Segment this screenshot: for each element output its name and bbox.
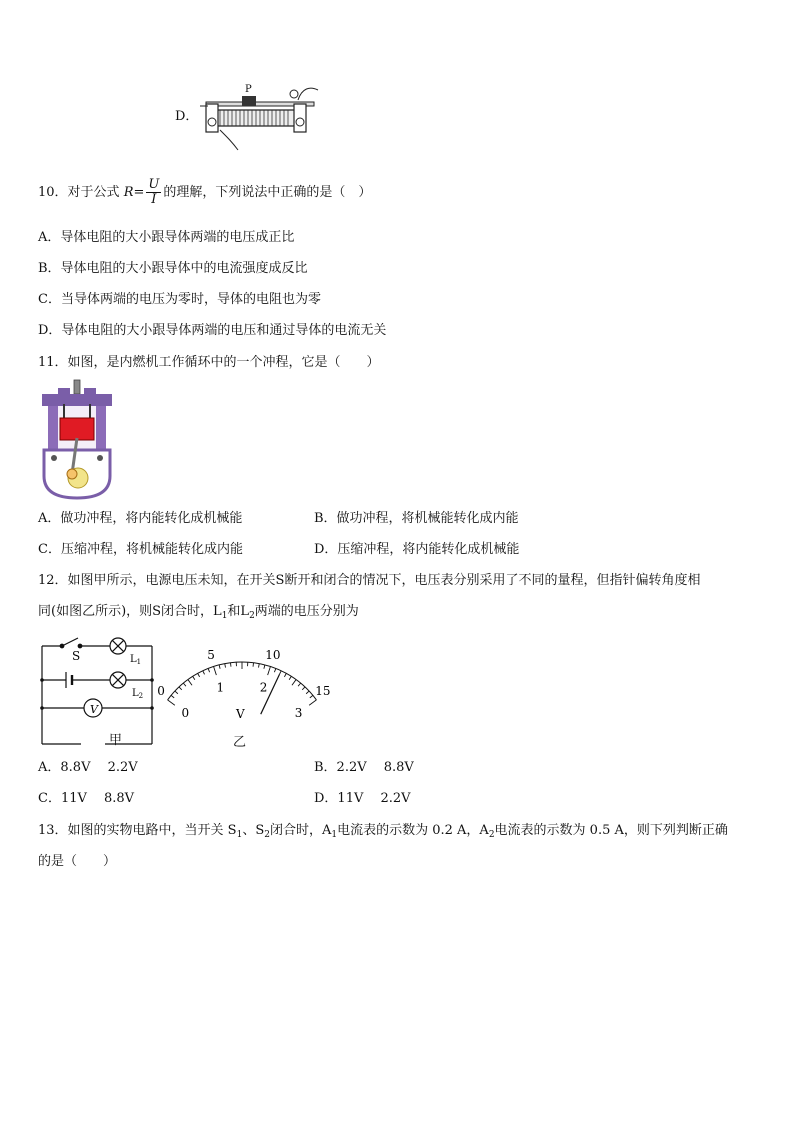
- dial-tick: [258, 664, 259, 668]
- meter-caption: 乙: [233, 735, 247, 750]
- q11-option-b[interactable]: B．做功冲程，将机械能转化成内能: [314, 511, 519, 526]
- q9-option-d-label: D．: [175, 109, 199, 124]
- dial-tick: [253, 663, 254, 667]
- dial-upper-tick-label: 0: [157, 684, 165, 699]
- q10-stem-suffix: 的理解，下列说法中正确的是（ ）: [163, 185, 372, 200]
- dial-tick: [302, 687, 305, 690]
- dial-upper-tick-label: 5: [207, 647, 215, 662]
- circuit-diagram: [38, 636, 160, 748]
- dial-tick: [168, 700, 175, 705]
- lamp1-label: $L_1$: [130, 654, 142, 666]
- q12-sub-2: 2: [249, 611, 255, 621]
- lamp2-label: $L_2$: [132, 688, 144, 700]
- formula-denominator: I: [151, 192, 157, 207]
- q10-option-a[interactable]: A．导体电阻的大小跟导体两端的电压成正比: [38, 230, 295, 245]
- dial-tick: [198, 673, 200, 677]
- q12-stem-line2: [38, 603, 359, 625]
- q12-option-d[interactable]: D．11V 2.2V: [314, 791, 411, 806]
- dial-tick: [279, 671, 281, 675]
- q13-stem-line1: [38, 822, 728, 844]
- q13-stem-line2: 的是（ ）: [38, 854, 117, 869]
- q12-option-a[interactable]: A．8.8V 2.2V: [38, 760, 138, 775]
- circuit-caption: 甲: [109, 733, 123, 748]
- dial-tick: [203, 671, 205, 675]
- dial-tick: [175, 691, 178, 694]
- q12-stem-part-a: 同(如图乙所示)，则S闭合时，L: [38, 604, 222, 619]
- dial-tick: [309, 700, 316, 705]
- q12-option-c[interactable]: C．11V 8.8V: [38, 791, 135, 806]
- rheostat-figure: [198, 80, 328, 152]
- dial-tick: [274, 668, 275, 672]
- switch-label: S: [72, 649, 81, 663]
- dial-lower-tick-label: 2: [259, 680, 268, 695]
- formula-numerator: U: [148, 177, 160, 192]
- q13-sub-a1: 1: [331, 830, 338, 840]
- dial-tick: [298, 683, 301, 686]
- rheostat-slider-label: P: [245, 84, 252, 95]
- q12-sub-1: 1: [221, 611, 228, 621]
- engine-figure: [38, 378, 118, 500]
- q10-stem: [38, 178, 371, 207]
- dial-lower-tick-label: 3: [294, 705, 303, 720]
- q13-sub-a2: 2: [488, 830, 495, 840]
- voltmeter-symbol: V: [90, 703, 98, 716]
- voltmeter-dial: [157, 636, 331, 736]
- q13-part-c: 闭合时，A: [269, 823, 332, 838]
- q11-stem: 11．如图，是内燃机工作循环中的一个冲程，它是（ ）: [38, 355, 380, 370]
- dial-tick: [306, 691, 309, 694]
- dial-tick: [208, 668, 209, 672]
- dial-tick: [171, 695, 174, 698]
- q13-sub-s2: 2: [264, 830, 270, 840]
- dial-tick: [225, 664, 226, 668]
- dial-lower-tick-label: 0: [181, 705, 190, 720]
- dial-tick: [230, 663, 231, 667]
- q10-stem-prefix: 10．对于公式: [38, 185, 120, 200]
- dial-lower-tick-label: 1: [216, 680, 225, 695]
- formula-lhs: R=: [123, 185, 145, 200]
- dial-tick: [284, 673, 286, 677]
- q11-option-c[interactable]: C．压缩冲程，将机械能转化成内能: [38, 542, 243, 557]
- q12-stem-part-b: 和L: [227, 604, 250, 619]
- q10-option-c[interactable]: C．当导体两端的电压为零时，导体的电阻也为零: [38, 292, 321, 307]
- formula-fraction: [146, 178, 161, 207]
- dial-upper-tick-label: 15: [315, 684, 331, 699]
- q12-stem-part-c: 两端的电压分别为: [254, 604, 359, 619]
- dial-tick: [268, 667, 271, 676]
- q10-option-d[interactable]: D．导体电阻的大小跟导体两端的电压和通过导体的电流无关: [38, 323, 387, 338]
- dial-tick: [179, 687, 182, 690]
- dial-unit: V: [236, 707, 245, 721]
- q13-sub-s1: 1: [236, 830, 243, 840]
- q13-part-d: 电流表的示数为 0.2 A，A: [337, 823, 489, 838]
- dial-tick: [183, 683, 186, 686]
- dial-tick: [292, 680, 296, 686]
- q13-part-e: 电流表的示数为 0.5 A，则下列判断正确: [494, 823, 728, 838]
- dial-tick: [193, 676, 195, 679]
- q13-part-a: 13．如图的实物电路中，当开关 S: [38, 823, 237, 838]
- dial-upper-tick-label: 10: [265, 647, 281, 662]
- q11-option-a[interactable]: A．做功冲程，将内能转化成机械能: [38, 511, 243, 526]
- dial-tick: [289, 676, 291, 679]
- dial-tick: [214, 667, 217, 676]
- q11-option-d[interactable]: D．压缩冲程，将内能转化成机械能: [314, 542, 520, 557]
- q12-stem-line1: 12．如图甲所示，电源电压未知，在开关S断开和闭合的情况下，电压表分别采用了不同的量程，但指针偏转角度相: [38, 573, 701, 588]
- dial-tick: [188, 680, 192, 686]
- q10-option-b[interactable]: B．导体电阻的大小跟导体中的电流强度成反比: [38, 261, 308, 276]
- q13-part-b: 、S: [242, 823, 265, 838]
- dial-tick: [219, 665, 220, 669]
- dial-tick: [310, 695, 313, 698]
- q12-option-b[interactable]: B．2.2V 8.8V: [314, 760, 414, 775]
- dial-tick: [264, 665, 265, 669]
